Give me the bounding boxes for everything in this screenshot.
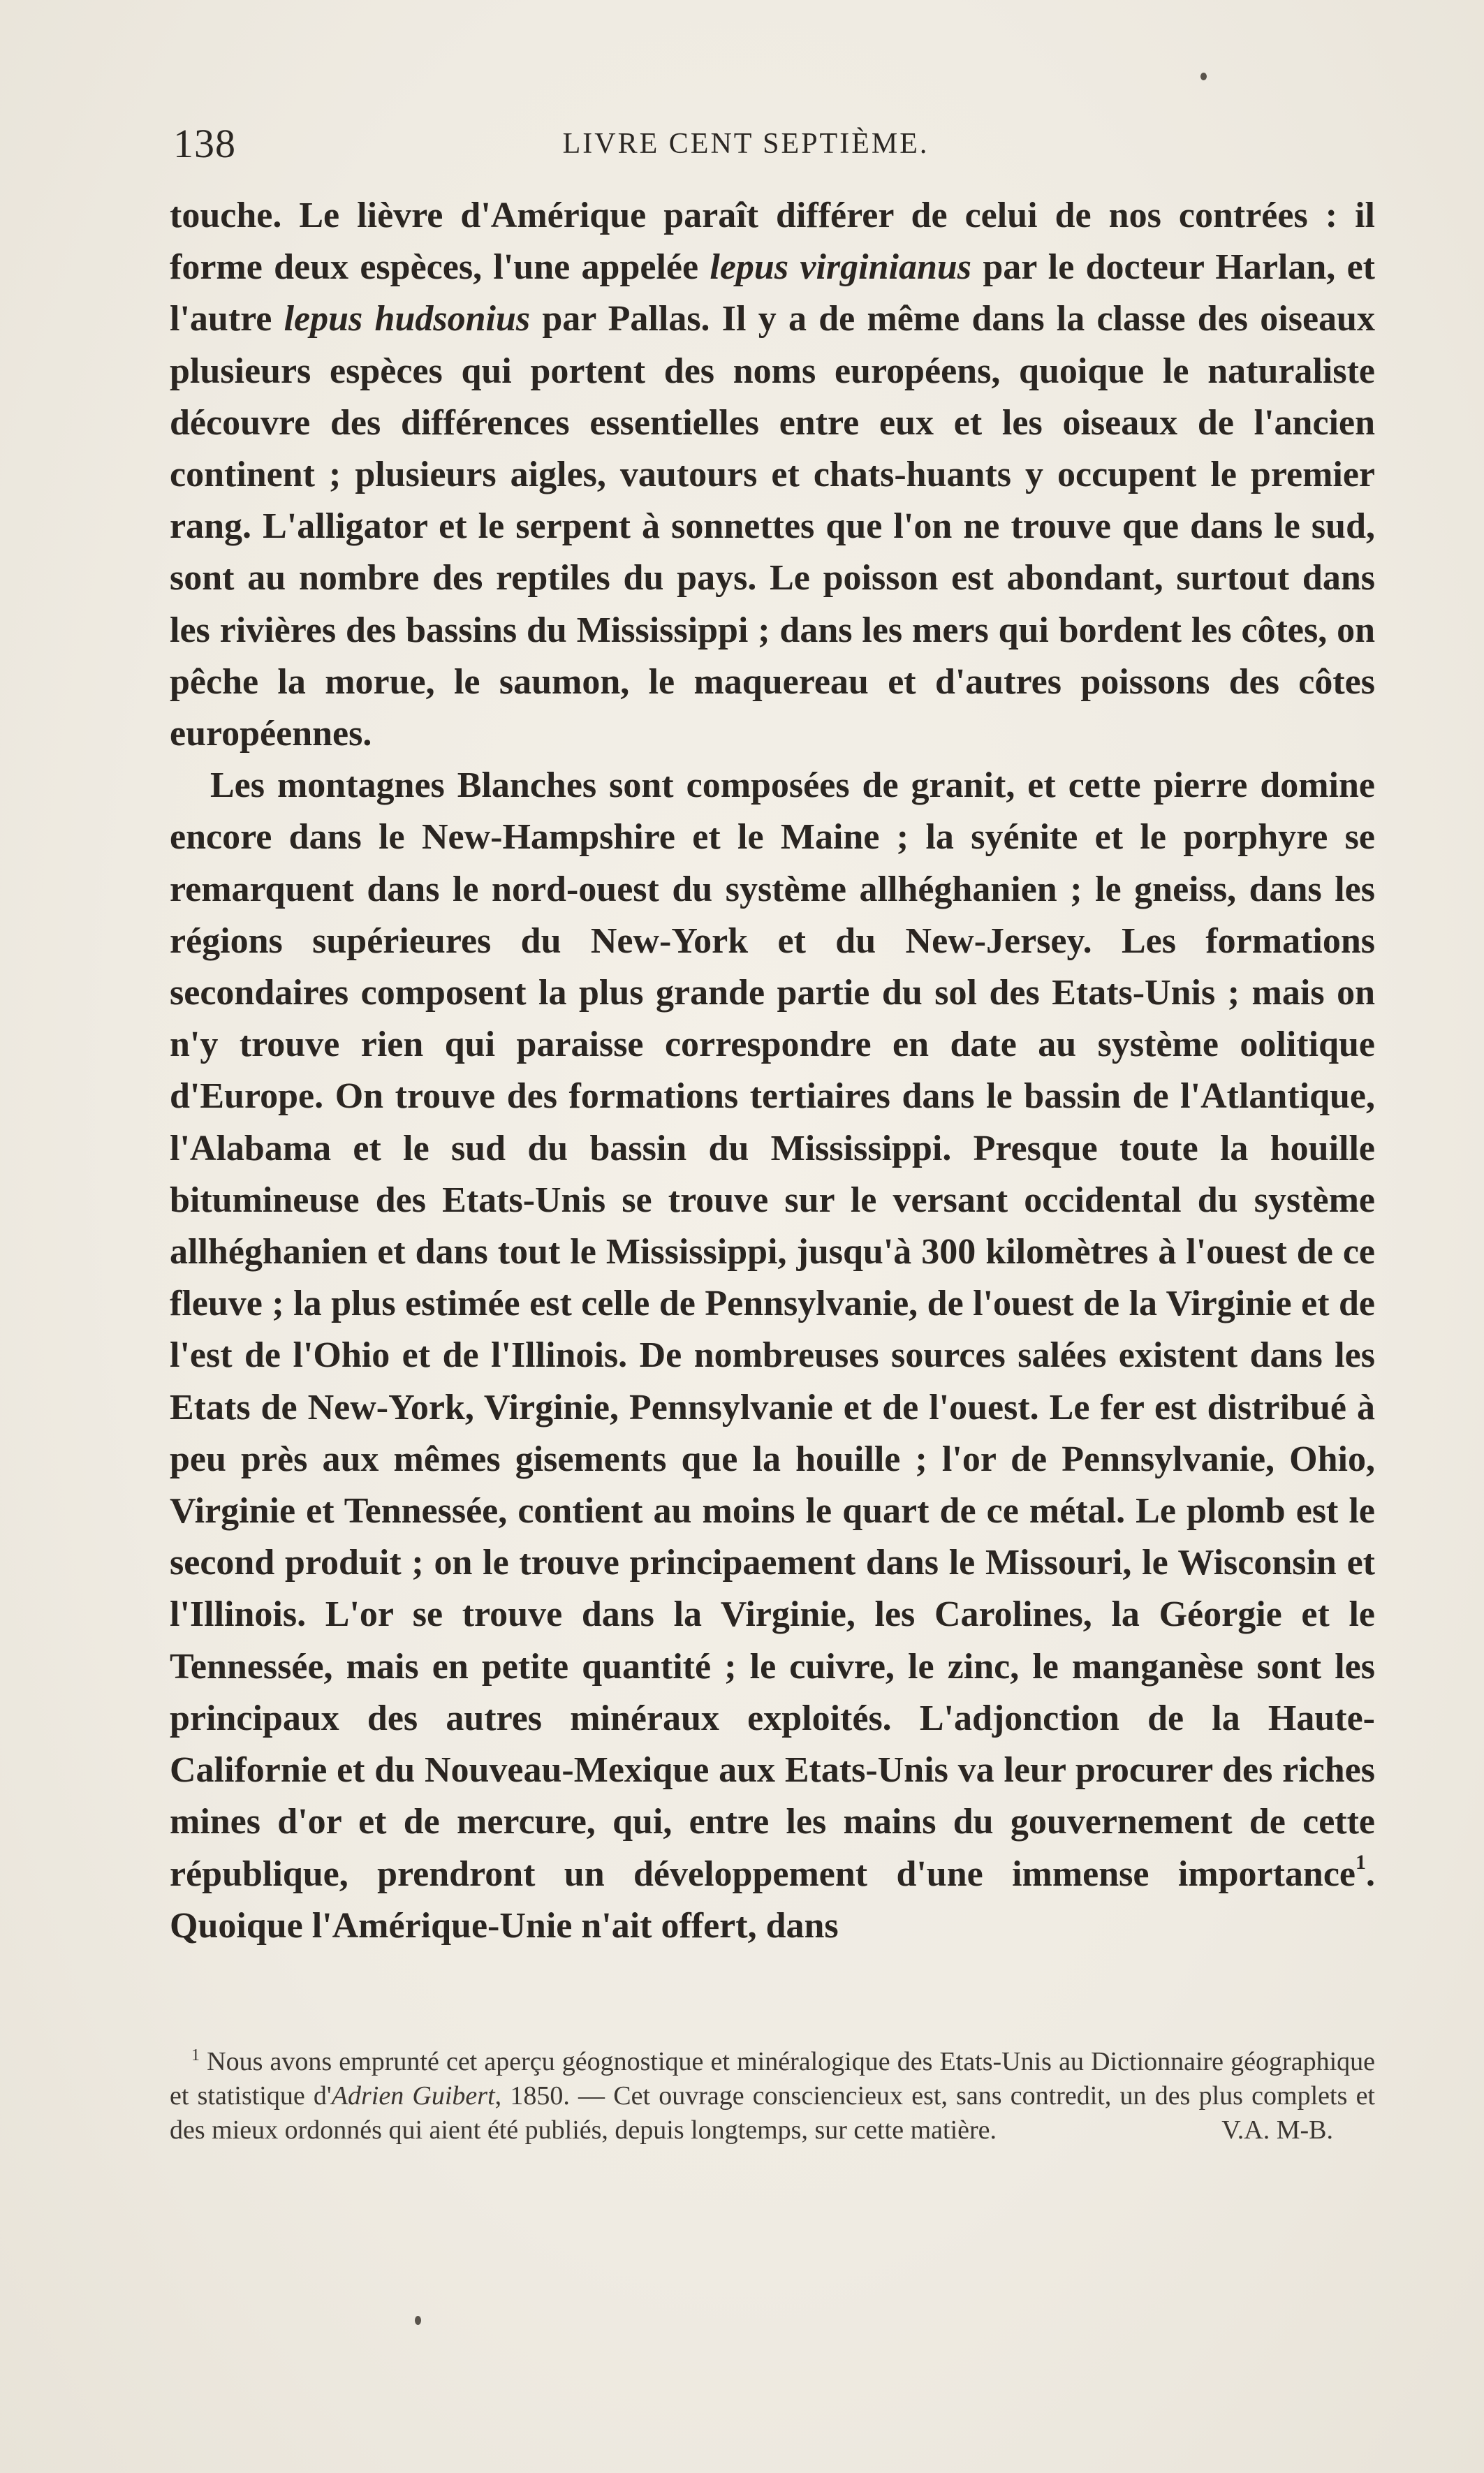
text-run: Les montagnes Blanches sont composées de granit, et cette pierre domine encore dans le New-Hampshire et le Maine ; la syénite et le porphyre se remarquent dans le nord-ouest du système allhéghanien ; le gneiss, dans les régions supérieures du New-York et du New-Jersey. Les formations secondaires composent la plus grande partie du sol des Etats-Unis ; mais on n'y trouve rien qui paraisse correspondre en date au système oolitique d'Europe. On trouve des formations tertiaires dans le bassin de l'Atlantique, l'Alabama et le sud du bassin du Mississippi. Presque toute la houille bitumineuse des Etats-Unis se trouve sur le versant occidental du système allhéghanien et dans tout le Mississippi, jusqu'à 300 kilomètres à l'ouest de ce fleuve ; la plus estimée est celle de Pennsylvanie, de l'ouest de la Virginie et de l'est de l'Ohio et de l'Illinois. De nombreuses sources salées existent dans les Etats de New-York, Virginie, Pennsylvanie et de l'ouest. Le fer est distribué à peu près aux mêmes gisements que la houille ; l'or de Pennsylvanie, Ohio, Virginie et Tennessée, contient au moins le quart de ce métal. Le plomb est le second produit ; on le trouve principaement dans le Missouri, le Wisconsin et l'Illinois. L'or se trouve dans la Virginie, les Carolines, la Géorgie et le Tennessée, mais en petite quantité ; le cuivre, le zinc, le manganèse sont les principaux des autres minéraux exploités. L'adjonction de la Haute-Californie et du Nouveau-Mexique aux Etats-Unis va leur procurer des riches mines d'or et de mercure, qui, entre les mains du gouvernement de cette république, prendront un développement d'une immense importance xyxy=(170,765,1375,1894)
footnote-signature: V.A. M-B. xyxy=(1221,2115,1333,2145)
paragraph xyxy=(170,190,1375,760)
text-run: Nous avons emprunté cet aperçu géognostique et minéralogique des Etats-Unis au Dictionnaire géographique et statistique d' xyxy=(170,2047,1375,2111)
footnote-reference: 1 xyxy=(1356,1850,1366,1874)
italic-term: lepus hudsonius xyxy=(284,299,531,339)
text-run: . Quoique l'Amérique-Unie n'ait offert, dans xyxy=(170,1854,1375,1946)
footnote-marker: 1 xyxy=(191,2046,200,2064)
ink-speck xyxy=(1200,73,1207,80)
text-run: , 1850. — Cet ouvrage consciencieux est, sans contredit, un des plus complets et des mieux ordonnés qui aient été publiés, depuis longtemps, sur cette matière. xyxy=(170,2081,1375,2145)
text-run: par Pallas. Il y a de même dans la classe des oiseaux plusieurs espèces qui portent des noms européens, quoique le naturaliste découvre des différences essentielles entre eux et les oiseaux de l'ancien continent ; plusieurs aigles, vautours et chats-huants y occupent le premier rang. L'alligator et le serpent à sonnettes que l'on ne trouve que dans le sud, sont au nombre des reptiles du pays. Le poisson est abondant, surtout dans les rivières des bassins du Mississippi ; dans les mers qui bordent les côtes, on pêche la morue, le saumon, le maquereau et d'autres poissons des côtes européennes. xyxy=(170,299,1375,754)
page-number: 138 xyxy=(173,121,236,166)
ink-speck xyxy=(415,2316,421,2325)
italic-term: Adrien Guibert xyxy=(331,2081,495,2111)
text-run: touche. Le lièvre d'Amérique paraît différer de celui de nos contrées : il forme deux espèces, l'une appelée xyxy=(170,196,1375,288)
body-text xyxy=(170,190,1375,1952)
footnote xyxy=(170,2045,1375,2148)
text-run: par le docteur Harlan, et l'autre xyxy=(170,247,1375,339)
page-header xyxy=(173,120,1318,169)
running-title: LIVRE CENT SEPTIÈME. xyxy=(562,128,930,160)
footnote-text xyxy=(170,2045,1375,2148)
paragraph xyxy=(170,760,1375,1952)
italic-term: lepus virginianus xyxy=(710,247,972,288)
